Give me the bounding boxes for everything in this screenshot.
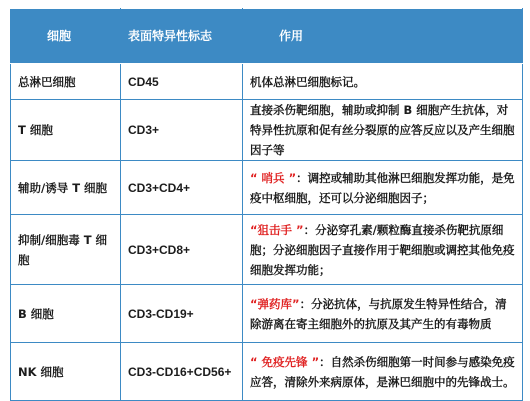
role-text: ：分泌抗体，与抗原发生特异性结合，清除游离在寄主细胞外的抗原及其产生的有毒物质: [250, 296, 507, 331]
cell-role: [243, 64, 523, 100]
cell-role: [243, 285, 523, 343]
role-text: 机体总淋巴细胞标记。: [250, 74, 365, 89]
cell-name: T 细胞: [11, 100, 121, 161]
role-quote: “ 哨兵 ”: [250, 170, 297, 185]
role-quote: “ 免疫先锋 ”: [250, 354, 320, 369]
table-row: [11, 64, 523, 100]
cell-marker: CD3+CD8+: [121, 215, 243, 285]
cell-marker: CD45: [121, 64, 243, 100]
table-row: [11, 161, 523, 215]
cell-marker: CD3+CD4+: [121, 161, 243, 215]
cell-name: B 细胞: [11, 285, 121, 343]
table-row: [11, 100, 523, 161]
cell-name: 辅助/诱导 T 细胞: [11, 161, 121, 215]
cell-name: 抑制/细胞毒 T 细胞: [11, 215, 121, 285]
cell-marker: CD3-CD16+CD56+: [121, 343, 243, 401]
cell-marker-table: [10, 8, 523, 401]
table-row: [11, 285, 523, 343]
cell-role: [243, 343, 523, 401]
cell-name: NK 细胞: [11, 343, 121, 401]
role-text: 直接杀伤靶细胞，辅助或抑制 B 细胞产生抗体，对特异性抗原和促有丝分裂原的应答反应以及产生细胞因子等: [250, 103, 515, 157]
role-quote: “狙击手 ”: [250, 222, 304, 237]
cell-role: [243, 100, 523, 161]
cell-name: 总淋巴细胞: [11, 64, 121, 100]
table-row: [11, 215, 523, 285]
role-quote: “弹药库”: [250, 296, 300, 311]
role-text: ：分泌穿孔素/颗粒酶直接杀伤靶抗原细胞；分泌细胞因子直接作用于靶细胞或调控其他免疫细胞发挥功能；: [250, 222, 515, 277]
header-cell: 细胞: [11, 9, 121, 64]
header-marker: 表面特异性标志: [121, 9, 243, 64]
role-text: ：自然杀伤细胞第一时间参与感染免疫应答，清除外来病原体，是淋巴细胞中的先锋战士。: [250, 354, 515, 389]
header-row: [11, 9, 523, 64]
role-text: ：调控或辅助其他淋巴细胞发挥功能，是免疫中枢细胞，还可以分泌细胞因子；: [250, 170, 515, 205]
cell-marker: CD3-CD19+: [121, 285, 243, 343]
cell-role: [243, 161, 523, 215]
cell-role: [243, 215, 523, 285]
table-row: [11, 343, 523, 401]
header-role: 作用: [243, 9, 523, 64]
cell-marker: CD3+: [121, 100, 243, 161]
